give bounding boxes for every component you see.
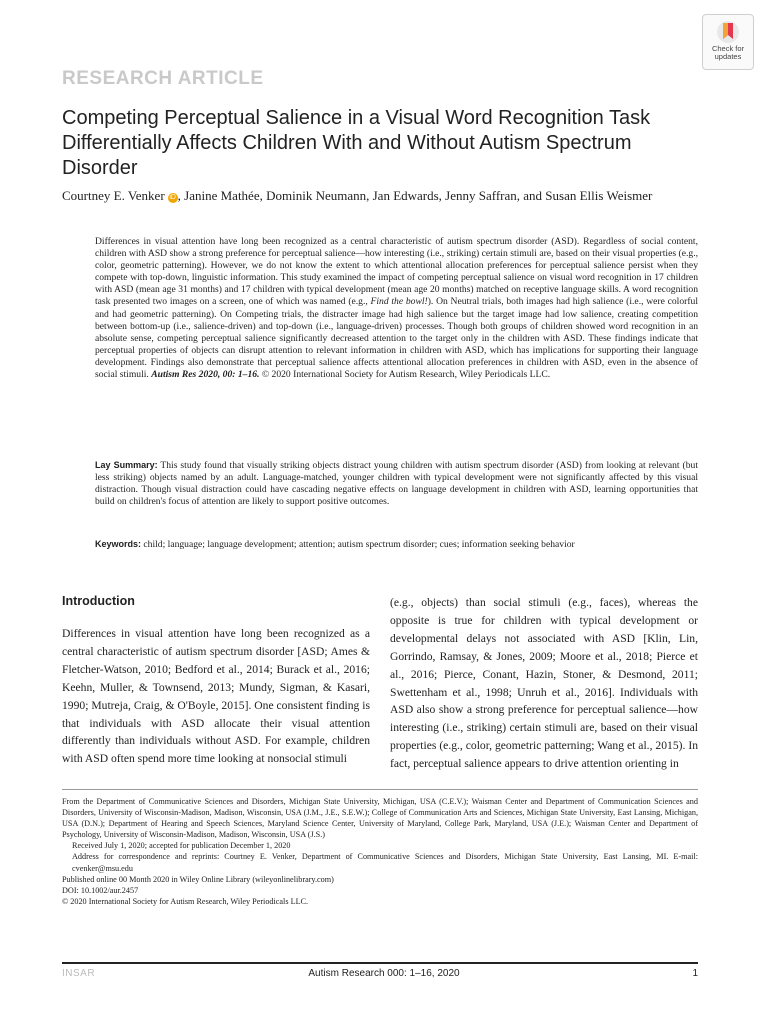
footer-divider	[62, 962, 698, 964]
affiliations: From the Department of Communicative Sciences and Disorders, Michigan State University, Michigan, USA (C.E.V.); Waisman Center and Department of Communication Sciences and Disorders, University of Wisconsin-Madison, Madison, Wisconsin, USA (J.M., J.E., S.E.W.); College of Communication Arts and Sciences, Michigan State University, East Lansing, Michigan, USA (D.N.); Department of Hearing and Speech Sciences, Maryland Science Center, University of Maryland, College Park, Maryland, USA (J.E.); Waisman Center and Department of Psychology, University of Wisconsin-Madison, Madison, Wisconsin, USA (J.S.)	[62, 797, 698, 840]
abstract-body-2: ). On Neutral trials, both images had high salience (i.e., were colorful and had geometric patterning). On Competing trials, the distracter image had high salience but the target image had low salience, creating competition between bottom-up (i.e., salience-driven) and top-down (i.e., language-driven) processes. Though both groups of children showed word recognition in an absolute sense, competing perceptual salience significantly decreased attention to the target only in the children with ASD. These findings indicate that perceptual properties of objects can disrupt attention to relevant information in children with ASD, which has implications for supporting their language development. Findings also demonstrate that perceptual salience affects attentional allocation preferences in children with ASD, even in the absence of social stimuli.	[95, 296, 698, 381]
footnote-divider	[62, 789, 698, 790]
intro-column-left: Differences in visual attention have long been recognized as a central characteristic of autism spectrum disorder [ASD; Ames & Fletcher-Watson, 2010; Bedford et al., 2014; Burack et al., 2016; Keehn, Muller, & Townsend, 2013; Mundy, Sigman, & Kasari, 1990; Mutreja, Craig, & O'Boyle, 2015]. One consistent finding is that individuals with ASD allocate their visual attention differently than individuals without ASD. For example, children with ASD often spend more time looking at nonsocial stimuli	[62, 627, 370, 766]
footnotes	[62, 796, 698, 907]
footnote-copyright: © 2020 International Society for Autism Research, Wiley Periodicals LLC.	[62, 896, 309, 906]
footer-journal: Autism Research 000: 1–16, 2020	[308, 968, 460, 979]
lay-summary-text: This study found that visually striking objects distract young children with autism spectrum disorder (ASD) from looking at relevant (but less striking) objects named by an adult. Language-matched, younger children with typical development were not significantly affected by this visual distraction. Though visual distraction could have cascading negative effects on language development in children with ASD, learning opportunities that build on children's focus of attention are likely to support positive outcomes.	[95, 460, 698, 508]
lay-summary	[95, 459, 698, 508]
published-online: Published online 00 Month 2020 in Wiley Online Library (wileyonlinelibrary.com)	[62, 874, 334, 884]
received-date: Received July 1, 2020; accepted for publication December 1, 2020	[72, 841, 291, 851]
abstract-citation: Autism Res 2020, 00: 1–16.	[151, 369, 260, 381]
keywords-label: Keywords:	[95, 539, 142, 549]
introduction-heading: Introduction	[62, 594, 135, 608]
section-label: RESEARCH ARTICLE	[62, 68, 264, 89]
badge-line1: Check for	[711, 44, 745, 53]
doi[interactable]: DOI: 10.1002/aur.2457	[62, 885, 139, 895]
first-author: Courtney E. Venker	[62, 188, 165, 203]
other-authors: , Janine Mathée, Dominik Neumann, Jan Edwards, Jenny Saffran, and Susan Ellis Weismer	[177, 188, 653, 203]
page-number: 1	[692, 968, 698, 979]
intro-column-right: (e.g., objects) than social stimuli (e.g., faces), whereas the opposite is true for children with typical development or developmental delays not associated with ASD [Klin, Lin, Gorrindo, Ramsay, & Jones, 2009; Moore et al., 2018; Pierce et al., 2016; Pierce, Conant, Hazin, Stoner, & Desmond, 2011; Swettenham et al., 1998; Unruh et al., 2016]. Individuals with ASD also show a strong preference for perceptual salience—how interesting (i.e., striking) certain stimuli are, based on their visual properties (e.g., color, geometric patterning; Wang et al., 2015). In fact, perceptual salience appears to drive attention orienting in	[390, 596, 698, 771]
bookmark-icon	[716, 19, 740, 45]
badge-line2: updates	[714, 52, 742, 61]
article-title: Competing Perceptual Salience in a Visual Word Recognition Task Differentially Affects Children With and Without Autism Spectrum Disorder	[62, 107, 651, 179]
abstract-body: Differences in visual attention have long been recognized as a central characteristic of autism spectrum disorder (ASD). Regardless of social content, children with ASD show a strong preference for perceptual salience—how interesting (i.e., striking) certain stimuli are, based on their visual properties (e.g., color, geometric patterning). However, we do not know the extent to which attentional allocation preferences for perceptual salience persist when they compete with top-down, linguistic information. This study examined the impact of competing perceptual salience on visual word recognition in 17 children with ASD (mean age 31 months) and 17 children with typical development (mean age 20 months) matched on receptive language skills. A word recognition task presented two images on a screen, one of which was named (e.g.,	[95, 236, 698, 308]
correspondence: Address for correspondence and reprints: Courtney E. Venker, Department of Communicative Sciences and Disorders, Michigan State University, East Lansing, MI. E-mail: cvenker@msu.edu	[72, 852, 698, 873]
keywords-text: child; language; language development; attention; autism spectrum disorder; cues; information seeking behavior	[141, 539, 575, 550]
abstract-example: Find the bowl!	[370, 296, 428, 308]
author-list	[62, 187, 662, 204]
check-for-updates-badge[interactable]	[702, 14, 754, 70]
lay-summary-label: Lay Summary:	[95, 460, 158, 470]
orcid-icon[interactable]: iD	[169, 194, 176, 201]
keywords	[95, 538, 698, 551]
abstract	[95, 236, 698, 381]
abstract-copyright: © 2020 International Society for Autism Research, Wiley Periodicals LLC.	[259, 369, 551, 381]
footer-logo-text: INSAR	[62, 968, 96, 979]
